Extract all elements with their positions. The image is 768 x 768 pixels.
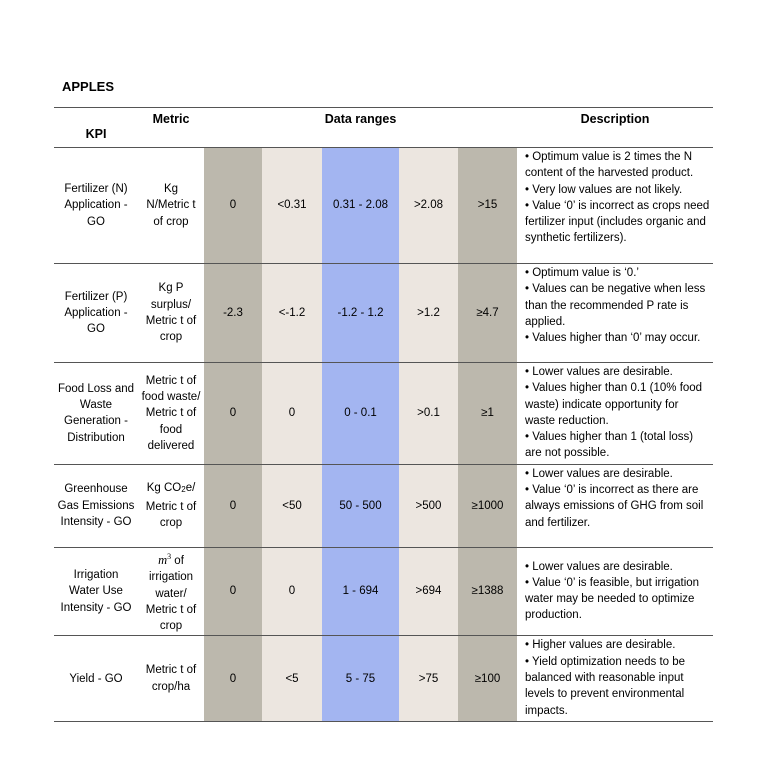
- table-row: [54, 464, 713, 547]
- range-cell: >75: [399, 636, 458, 721]
- description-cell: [517, 264, 713, 363]
- metric-cell: Metric t of crop/ha: [138, 636, 204, 721]
- range-cell-optimal: -1.2 - 1.2: [322, 264, 399, 363]
- description-cell: [517, 547, 713, 636]
- range-cell: 0: [204, 148, 262, 264]
- range-cell: ≥4.7: [458, 264, 517, 363]
- metric-cell: Kg CO2e/ Metric t of crop: [138, 464, 204, 547]
- metric-cell: Metric t of food waste/ Metric t of food delivered: [138, 363, 204, 465]
- kpi-table: [54, 107, 713, 722]
- range-cell: >694: [399, 547, 458, 636]
- description-bullet: • Higher values are desirable.: [525, 639, 676, 652]
- range-cell: ≥1388: [458, 547, 517, 636]
- description-bullet: • Lower values are desirable.: [525, 467, 673, 480]
- range-cell-optimal: 50 - 500: [322, 464, 399, 547]
- description-bullet: • Values higher than ‘0’ may occur.: [525, 332, 701, 345]
- description-bullet: • Values higher than 0.1 (10% food waste) indicate opportunity for waste reduction.: [525, 382, 703, 427]
- description-cell: [517, 363, 713, 465]
- range-cell: >15: [458, 148, 517, 264]
- table-row: [54, 363, 713, 465]
- kpi-cell: Irrigation Water Use Intensity - GO: [54, 547, 138, 636]
- range-cell: -2.3: [204, 264, 262, 363]
- description-bullet: • Value ‘0’ is incorrect as crops need fertilizer input (includes organic and synthetic fertilizers).: [525, 199, 710, 245]
- description-bullet: • Value ‘0’ is feasible, but irrigation water may be needed to optimize production.: [525, 576, 700, 622]
- range-cell: 0: [204, 363, 262, 465]
- kpi-cell: Fertilizer (N) Application - GO: [54, 148, 138, 264]
- range-cell: ≥100: [458, 636, 517, 721]
- range-cell: 0: [204, 547, 262, 636]
- description-bullet: • Value ‘0’ is incorrect as there are always emissions of GHG from soil and fertilizer.: [525, 484, 704, 529]
- range-cell: 0: [204, 636, 262, 721]
- table-row: [54, 547, 713, 636]
- description-bullet: • Yield optimization needs to be balanced with reasonable input levels to prevent environmental impacts.: [525, 655, 686, 717]
- range-cell: 0: [262, 547, 322, 636]
- kpi-cell: Fertilizer (P) Application - GO: [54, 264, 138, 363]
- range-cell-optimal: 5 - 75: [322, 636, 399, 721]
- range-cell: >1.2: [399, 264, 458, 363]
- header-metric: Metric: [138, 108, 204, 148]
- header-row: [54, 108, 713, 148]
- range-cell-optimal: 1 - 694: [322, 547, 399, 636]
- description-bullet: • Optimum value is 2 times the N content of the harvested product.: [525, 151, 694, 180]
- kpi-cell: Greenhouse Gas Emissions Intensity - GO: [54, 464, 138, 547]
- range-cell: ≥1: [458, 363, 517, 465]
- description-bullet: • Lower values are desirable.: [525, 366, 673, 378]
- description-bullet: • Values can be negative when less than the recommended P rate is applied.: [525, 283, 706, 328]
- kpi-cell: Food Loss and Waste Generation - Distribution: [54, 363, 138, 465]
- range-cell-optimal: 0 - 0.1: [322, 363, 399, 465]
- range-cell: 0: [204, 464, 262, 547]
- description-cell: [517, 636, 713, 721]
- header-kpi: KPI: [54, 108, 138, 148]
- description-bullet: • Values higher than 1 (total loss) are not possible.: [525, 431, 694, 460]
- table-row: [54, 264, 713, 363]
- table-row: [54, 636, 713, 721]
- range-cell: >2.08: [399, 148, 458, 264]
- metric-cell: $m^3$ of irrigation water/ Metric t of crop: [138, 547, 204, 636]
- description-bullet: • Very low values are not likely.: [525, 183, 683, 196]
- kpi-cell: Yield - GO: [54, 636, 138, 721]
- range-cell: <0.31: [262, 148, 322, 264]
- header-description: Description: [517, 108, 713, 148]
- description-bullet: • Optimum value is ‘0.’: [525, 267, 639, 279]
- range-cell: ≥1000: [458, 464, 517, 547]
- description-cell: [517, 148, 713, 264]
- range-cell: <5: [262, 636, 322, 721]
- range-cell: <-1.2: [262, 264, 322, 363]
- range-cell: >0.1: [399, 363, 458, 465]
- header-data-ranges: Data ranges: [204, 108, 517, 148]
- metric-cell: Kg P surplus/ Metric t of crop: [138, 264, 204, 363]
- range-cell: <50: [262, 464, 322, 547]
- description-cell: [517, 464, 713, 547]
- range-cell: >500: [399, 464, 458, 547]
- table-row: [54, 148, 713, 264]
- description-bullet: • Lower values are desirable.: [525, 560, 673, 573]
- metric-cell: Kg N/Metric t of crop: [138, 148, 204, 264]
- range-cell: 0: [262, 363, 322, 465]
- table-title: APPLES: [62, 79, 115, 94]
- range-cell-optimal: 0.31 - 2.08: [322, 148, 399, 264]
